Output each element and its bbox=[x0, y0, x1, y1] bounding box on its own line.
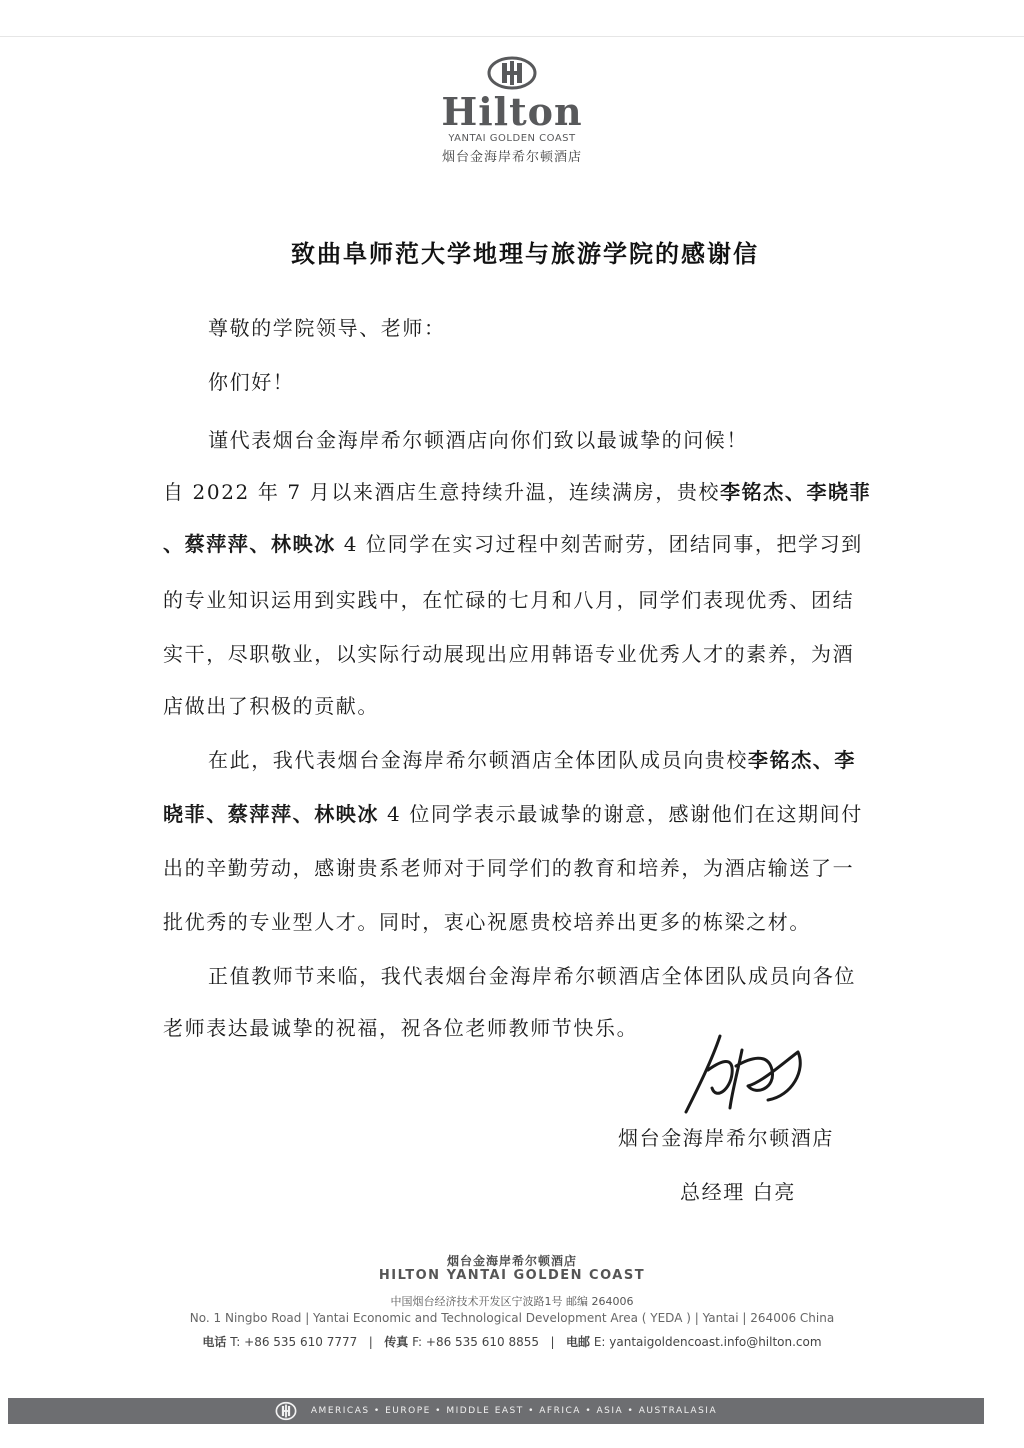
paragraph-4-line-2: 老师表达最诚挚的祝福，祝各位老师教师节快乐。 bbox=[163, 1016, 639, 1040]
fax-label: 传真 bbox=[384, 1335, 409, 1349]
footer-address-english: No. 1 Ningbo Road | Yantai Economic and Technological Development Area ( YEDA ) | Yantai | 264006 China bbox=[189, 1311, 835, 1325]
brand-subtitle: YANTAI GOLDEN COAST bbox=[448, 133, 576, 144]
paragraph-4-line-1: 正值教师节来临，我代表烟台金海岸希尔顿酒店全体团队成员向各位 bbox=[208, 964, 856, 988]
student-names-bold: 晓菲、蔡萍萍、林映冰 bbox=[163, 802, 379, 826]
scan-edge-line bbox=[0, 36, 1024, 37]
salutation: 尊敬的学院领导、老师： bbox=[208, 316, 446, 340]
footer-chinese-name: 烟台金海岸希尔顿酒店 bbox=[446, 1254, 577, 1268]
paragraph-3-line-2 bbox=[163, 798, 863, 827]
footer-regions-text: AMERICAS • EUROPE • MIDDLE EAST • AFRICA • ASIA • AUSTRALASIA bbox=[310, 1406, 718, 1416]
paragraph-2-line-4: 实干，尽职敬业，以实际行动展现出应用韩语专业优秀人才的素养，为酒 bbox=[163, 642, 855, 666]
paragraph-3-line-3: 出的辛勤劳动，感谢贵系老师对于同学们的教育和培养，为酒店输送了一 bbox=[163, 856, 855, 880]
fax-number: F: +86 535 610 8855 bbox=[412, 1335, 540, 1349]
brand-wordmark: Hilton bbox=[441, 89, 583, 134]
footer-english-name: HILTON YANTAI GOLDEN COAST bbox=[378, 1268, 646, 1283]
hilton-emblem-icon bbox=[487, 56, 537, 90]
hotel-logo-block bbox=[0, 56, 1024, 168]
email-label: 电邮 bbox=[565, 1335, 590, 1349]
paragraph-2-line-2 bbox=[163, 528, 863, 557]
paragraph-3-line-2-text: 4 位同学表示最诚挚的谢意，感谢他们在这期间付 bbox=[379, 802, 863, 826]
handwritten-signature bbox=[672, 1030, 812, 1120]
paragraph-2-line-3: 的专业知识运用到实践中，在忙碌的七月和八月，同学们表现优秀、团结 bbox=[163, 588, 855, 612]
tel-number: T: +86 535 610 7777 bbox=[230, 1335, 358, 1349]
separator: | bbox=[542, 1335, 563, 1349]
paragraph-2-line-1 bbox=[163, 476, 871, 505]
student-names-bold: 李铭杰、李晓菲 bbox=[720, 480, 872, 504]
paragraph-3-line-1 bbox=[208, 744, 856, 773]
paragraph-3-line-1-text: 在此，我代表烟台金海岸希尔顿酒店全体团队成员向贵校 bbox=[208, 748, 748, 772]
separator: | bbox=[361, 1335, 381, 1349]
greeting: 你们好！ bbox=[208, 370, 295, 394]
paragraph-3-line-4: 批优秀的专业型人才。同时，衷心祝愿贵校培养出更多的栋梁之材。 bbox=[163, 910, 811, 934]
hilton-emblem-icon bbox=[275, 1400, 297, 1422]
footer-contact-line bbox=[0, 1333, 1024, 1350]
tel-label: 电话 bbox=[202, 1335, 227, 1349]
email-address: E: yantaigoldencoast.info@hilton.com bbox=[593, 1335, 822, 1349]
paragraph-2-line-2-text: 4 位同学在实习过程中刻苦耐劳，团结同事，把学习到 bbox=[335, 532, 863, 556]
signature-organization: 烟台金海岸希尔顿酒店 bbox=[618, 1126, 834, 1150]
student-names-bold: 、蔡萍萍、林映冰 bbox=[163, 532, 336, 556]
paragraph-2-line-1-text: 自 2022 年 7 月以来酒店生意持续升温，连续满房，贵校 bbox=[163, 480, 721, 504]
student-names-bold: 李铭杰、李 bbox=[748, 748, 856, 772]
footer-bar bbox=[8, 1398, 984, 1424]
signature-person: 总经理 白亮 bbox=[680, 1180, 796, 1204]
letter-title: 致曲阜师范大学地理与旅游学院的感谢信 bbox=[291, 239, 759, 268]
footer-address-chinese: 中国烟台经济技术开发区宁波路1号 邮编 264006 bbox=[390, 1295, 634, 1308]
paragraph-1: 谨代表烟台金海岸希尔顿酒店向你们致以最诚挚的问候！ bbox=[208, 428, 748, 452]
brand-chinese-name: 烟台金海岸希尔顿酒店 bbox=[441, 150, 582, 165]
paragraph-2-line-5: 店做出了积极的贡献。 bbox=[163, 694, 379, 718]
